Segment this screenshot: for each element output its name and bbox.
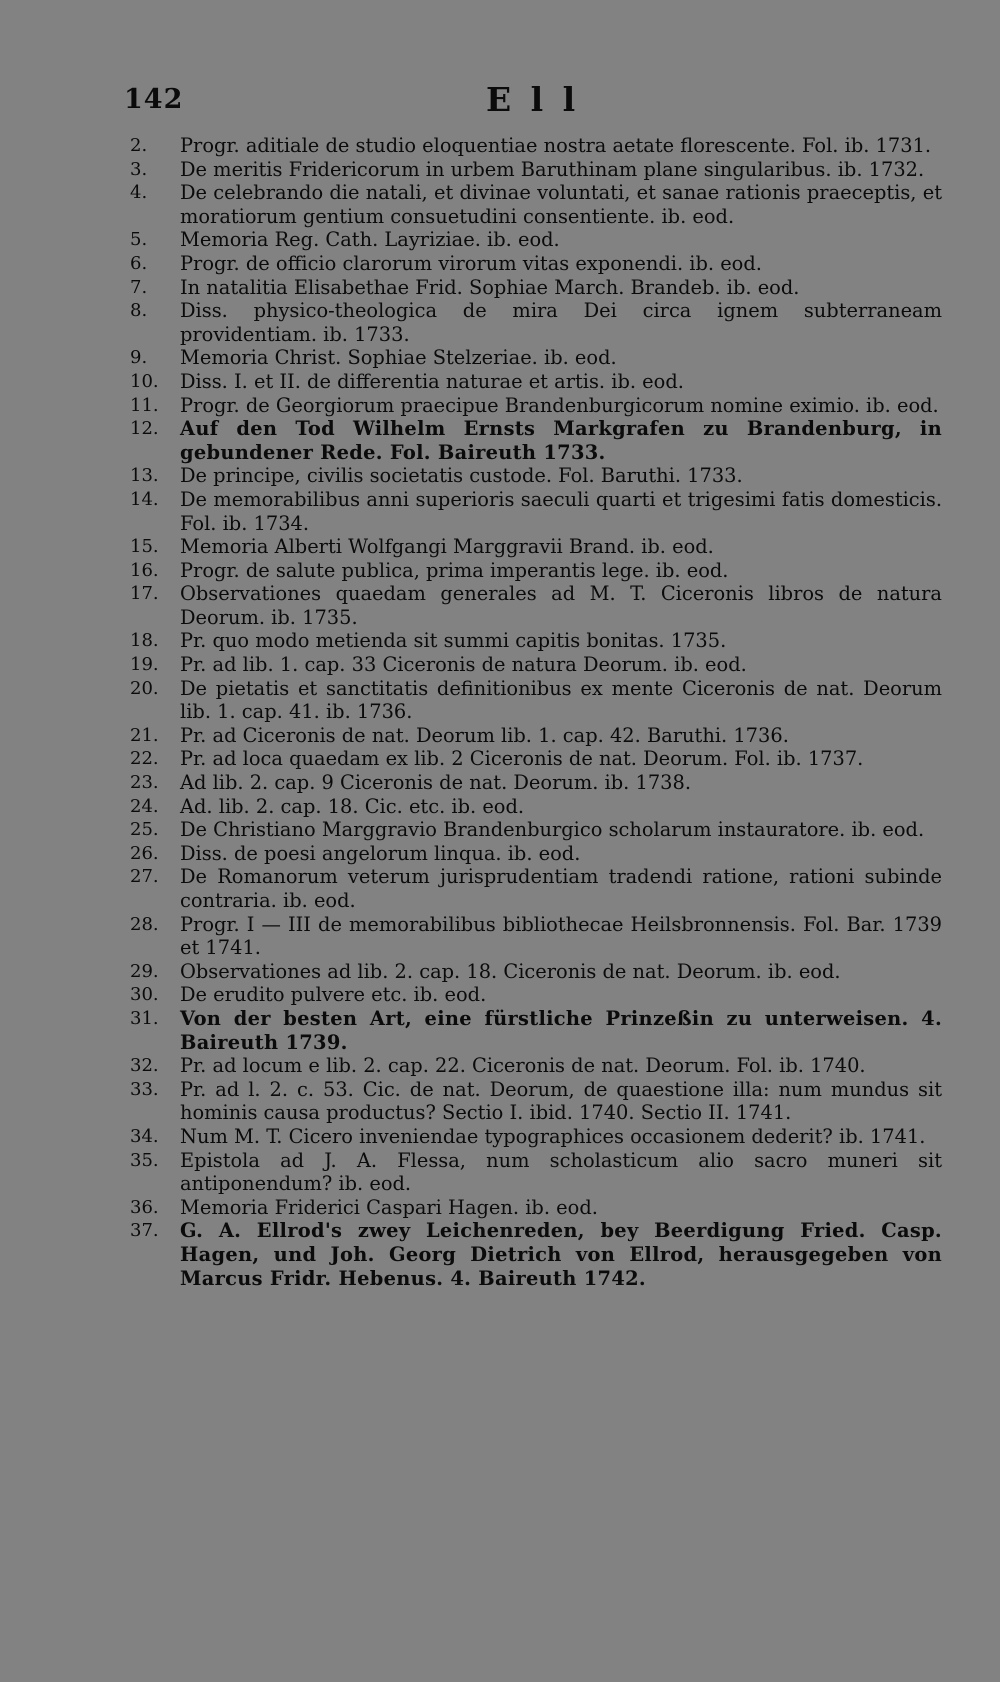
- entry-text: G. A. Ellrod's zwey Leichenreden, bey Beerdigung Fried. Casp. Hagen, und Joh. Georg Dietrich von Ellrod, herausgegeben von Marcus Fridr. Hebenus. 4. Baireuth 1742.: [180, 1219, 950, 1290]
- entry-text: Observationes quaedam generales ad M. T. Ciceronis libros de natura Deorum. ib. 1735.: [180, 582, 949, 629]
- entry-text: Memoria Alberti Wolfgangi Marggravii Brand. ib. eod.: [180, 535, 714, 559]
- entry-text: Progr. I — III de memorabilibus bibliothecae Heilsbronnensis. Fol. Bar. 1739 et 1741.: [180, 912, 949, 960]
- entry-text: Epistola ad J. A. Flessa, num scholasticum alio sacro muneri sit antiponendum? ib. eod.: [180, 1148, 949, 1196]
- entry-number: 19.: [130, 654, 159, 676]
- entry-text: De celebrando die natali, et divinae voluntati, et sanae rationis praeceptis, et moratiorum gentium consuetudini consentiente. ib. eod.: [180, 181, 949, 228]
- entry-number: 6.: [130, 252, 148, 274]
- list-item: [124, 370, 942, 394]
- list-item: [124, 582, 949, 629]
- page-number: 142: [124, 84, 184, 115]
- entry-text: Memoria Reg. Cath. Layriziae. ib. eod.: [180, 228, 560, 252]
- list-item: [124, 252, 942, 276]
- entry-number: 2.: [130, 135, 148, 156]
- list-item: [124, 676, 949, 724]
- entry-text: In natalitia Elisabethae Frid. Sophiae March. Brandeb. ib. eod.: [180, 275, 800, 299]
- entry-number: 23.: [130, 772, 159, 794]
- list-item: [124, 299, 949, 346]
- entry-number: 17.: [130, 583, 159, 605]
- list-item: [124, 1219, 950, 1290]
- entry-text: Auf den Tod Wilhelm Ernsts Markgrafen zu Brandenburg, in gebundener Rede. Fol. Baireuth 1733.: [180, 417, 950, 464]
- list-item: [124, 134, 942, 158]
- entry-number: 21.: [130, 724, 159, 746]
- entry-text: Progr. de officio clarorum virorum vitas exponendi. ib. eod.: [180, 251, 762, 275]
- entry-text: Ad. lib. 2. cap. 18. Cic. etc. ib. eod.: [180, 794, 525, 818]
- entry-text: Pr. ad loca quaedam ex lib. 2 Ciceronis de nat. Deorum. Fol. ib. 1737.: [180, 747, 864, 771]
- list-item: [124, 276, 942, 300]
- entry-number: 26.: [130, 842, 159, 864]
- entry-text: Progr. aditiale de studio eloquentiae nostra aetate florescente. Fol. ib. 1731.: [180, 134, 932, 157]
- entry-number: 34.: [130, 1125, 159, 1147]
- list-item: [124, 1148, 949, 1196]
- entry-text: Pr. ad l. 2. c. 53. Cic. de nat. Deorum, de quaestione illa: num mundus sit hominis causa productus? Sectio I. ibid. 1740. Sectio II. 1741.: [180, 1077, 949, 1125]
- list-item: [124, 771, 942, 795]
- list-item: [124, 535, 942, 559]
- entry-text: De memorabilibus anni superioris saeculi quarti et trigesimi fatis domesticis. Fol. ib. 1734.: [180, 487, 949, 535]
- entry-text: Pr. ad locum e lib. 2. cap. 22. Ciceronis de nat. Deorum. Fol. ib. 1740.: [180, 1054, 866, 1078]
- entry-number: 35.: [130, 1149, 159, 1171]
- entry-text: Ad lib. 2. cap. 9 Ciceronis de nat. Deorum. ib. 1738.: [180, 771, 692, 795]
- entry-number: 3.: [130, 158, 148, 180]
- entry-number: 32.: [130, 1055, 159, 1077]
- entry-number: 28.: [130, 913, 159, 935]
- entry-text: Memoria Friderici Caspari Hagen. ib. eod.: [180, 1195, 598, 1219]
- list-item: [124, 1006, 950, 1054]
- entry-text: Diss. de poesi angelorum linqua. ib. eod.: [180, 841, 581, 865]
- entry-text: Pr. ad lib. 1. cap. 33 Ciceronis de natura Deorum. ib. eod.: [180, 653, 747, 677]
- entry-number: 7.: [130, 276, 148, 298]
- list-item: [124, 983, 942, 1007]
- list-item: [124, 1077, 949, 1125]
- list-item: [124, 228, 942, 252]
- list-item: [124, 865, 949, 912]
- list-item: [124, 417, 950, 464]
- entry-text: Num M. T. Cicero inveniendae typographices occasionem dederit? ib. 1741.: [180, 1124, 926, 1148]
- entry-number: 20.: [130, 677, 159, 699]
- list-item: [124, 487, 949, 535]
- entry-text: Diss. physico-theologica de mira Dei circa ignem subterraneam providentiam. ib. 1733.: [180, 299, 949, 346]
- entry-text: Memoria Christ. Sophiae Stelzeriae. ib. eod.: [180, 346, 617, 370]
- page-header: [124, 80, 884, 128]
- entry-number: 25.: [130, 819, 159, 841]
- list-item: [124, 346, 942, 370]
- entry-number: 30.: [130, 984, 159, 1006]
- list-item: [124, 747, 942, 771]
- entry-number: 15.: [130, 536, 159, 558]
- entry-number: 10.: [130, 370, 159, 392]
- entry-number: 11.: [130, 394, 159, 416]
- entry-text: Pr. ad Ciceronis de nat. Deorum lib. 1. cap. 42. Baruthi. 1736.: [180, 723, 789, 747]
- entry-number: 36.: [130, 1196, 159, 1218]
- entry-number: 12.: [130, 418, 159, 440]
- entry-text: Pr. quo modo metienda sit summi capitis bonitas. 1735.: [180, 629, 727, 653]
- entry-text: De principe, civilis societatis custode. Fol. Baruthi. 1733.: [180, 464, 743, 488]
- entry-number: 22.: [130, 748, 159, 770]
- entry-number: 8.: [130, 300, 148, 322]
- entry-number: 18.: [130, 630, 159, 652]
- list-item: [124, 1125, 942, 1149]
- list-item: [124, 960, 942, 984]
- entry-number: 33.: [130, 1078, 159, 1100]
- list-item: [124, 1054, 942, 1078]
- running-head: E l l: [486, 80, 580, 119]
- bibliography-list: [124, 134, 950, 1290]
- list-item: [124, 653, 942, 677]
- entry-number: 31.: [130, 1007, 159, 1029]
- entry-text: Progr. de Georgiorum praecipue Brandenburgicorum nomine eximio. ib. eod.: [180, 393, 939, 417]
- list-item: [124, 559, 942, 583]
- entry-number: 24.: [130, 795, 159, 817]
- entry-number: 9.: [130, 347, 148, 369]
- entry-number: 14.: [130, 488, 159, 510]
- entry-number: 4.: [130, 182, 148, 204]
- list-item: [124, 464, 942, 488]
- entry-number: 37.: [130, 1220, 159, 1242]
- entry-text: De pietatis et sanctitatis definitionibus ex mente Ciceronis de nat. Deorum lib. 1. cap. 41. ib. 1736.: [180, 676, 949, 724]
- entry-text: De Romanorum veterum jurisprudentiam tradendi ratione, rationi subinde contraria. ib. eod.: [180, 865, 949, 912]
- list-item: [124, 842, 942, 866]
- entry-text: Diss. I. et II. de differentia naturae et artis. ib. eod.: [180, 369, 684, 393]
- entry-number: 13.: [130, 465, 159, 487]
- entry-number: 27.: [130, 866, 159, 888]
- entry-text: Observationes ad lib. 2. cap. 18. Ciceronis de nat. Deorum. ib. eod.: [180, 959, 841, 983]
- list-item: [124, 158, 942, 182]
- list-item: [124, 724, 942, 748]
- list-item: [124, 795, 942, 819]
- entry-text: De meritis Fridericorum in urbem Baruthinam plane singularibus. ib. 1732.: [180, 157, 925, 181]
- entry-number: 5.: [130, 229, 148, 251]
- list-item: [124, 394, 942, 418]
- list-item: [124, 181, 949, 228]
- entry-number: 29.: [130, 960, 159, 982]
- list-item: [124, 912, 949, 960]
- list-item: [124, 818, 942, 842]
- entry-text: Von der besten Art, eine fürstliche Prinzeßin zu unterweisen. 4. Baireuth 1739.: [180, 1006, 950, 1054]
- entry-text: De Christiano Marggravio Brandenburgico scholarum instauratore. ib. eod.: [180, 818, 925, 842]
- list-item: [124, 1196, 942, 1220]
- entry-number: 16.: [130, 559, 159, 581]
- entry-text: De erudito pulvere etc. ib. eod.: [180, 983, 487, 1007]
- entry-text: Progr. de salute publica, prima imperantis lege. ib. eod.: [180, 558, 729, 582]
- list-item: [124, 629, 942, 653]
